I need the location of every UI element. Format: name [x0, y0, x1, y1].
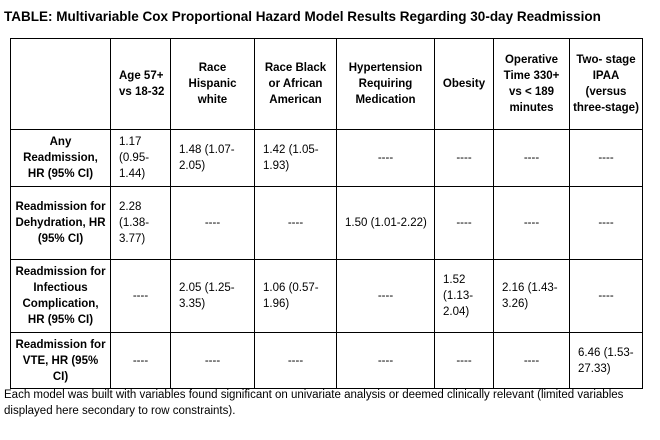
table-cell: ---- — [570, 130, 643, 187]
table-cell: ---- — [337, 260, 435, 333]
table-cell: ---- — [171, 333, 255, 389]
table-cell: 1.42 (1.05-1.93) — [255, 130, 337, 187]
column-header-race-black: Race Black or African American — [255, 39, 337, 130]
table-cell: 2.28 (1.38-3.77) — [111, 187, 171, 260]
column-header-blank — [11, 39, 111, 130]
table-cell: ---- — [435, 130, 494, 187]
table-cell: ---- — [337, 333, 435, 389]
table-cell: 1.50 (1.01-2.22) — [337, 187, 435, 260]
row-label: Readmission for VTE, HR (95% CI) — [11, 333, 111, 389]
table-row — [11, 130, 643, 187]
column-header-two-stage-ipaa: Two- stage IPAA (versus three-stage) — [570, 39, 643, 130]
header-row — [11, 39, 643, 130]
table-cell: 1.48 (1.07-2.05) — [171, 130, 255, 187]
table-cell: 1.52 (1.13-2.04) — [435, 260, 494, 333]
table-cell: ---- — [337, 130, 435, 187]
table-title: TABLE: Multivariable Cox Proportional Hazard Model Results Regarding 30-day Readmission — [4, 9, 601, 24]
column-header-obesity: Obesity — [435, 39, 494, 130]
table-cell: ---- — [171, 187, 255, 260]
row-label: Any Readmission, HR (95% CI) — [11, 130, 111, 187]
table-cell: 2.05 (1.25-3.35) — [171, 260, 255, 333]
table-cell: ---- — [111, 260, 171, 333]
table-row — [11, 260, 643, 333]
table-cell: 6.46 (1.53-27.33) — [570, 333, 643, 389]
table-cell: 2.16 (1.43-3.26) — [494, 260, 570, 333]
table-cell: ---- — [255, 187, 337, 260]
table-cell: 1.17 (0.95-1.44) — [111, 130, 171, 187]
table-footnote: Each model was built with variables found significant on univariate analysis or deemed clinically relevant (limited variables displayed here secondary to row constraints). — [4, 389, 624, 417]
row-label: Readmission for Dehydration, HR (95% CI) — [11, 187, 111, 260]
column-header-hypertension: Hypertension Requiring Medication — [337, 39, 435, 130]
table-cell: ---- — [111, 333, 171, 389]
hazard-ratio-table — [10, 38, 643, 389]
table-cell: 1.06 (0.57-1.96) — [255, 260, 337, 333]
table-cell: ---- — [570, 187, 643, 260]
table-row — [11, 187, 643, 260]
table-row — [11, 333, 643, 389]
row-label: Readmission for Infectious Complication, HR (95% CI) — [11, 260, 111, 333]
column-header-operative-time: Operative Time 330+ vs < 189 minutes — [494, 39, 570, 130]
table-cell: ---- — [494, 187, 570, 260]
table-cell: ---- — [494, 130, 570, 187]
table-cell: ---- — [435, 187, 494, 260]
column-header-race-hispanic: Race Hispanic white — [171, 39, 255, 130]
table-cell: ---- — [570, 260, 643, 333]
table-cell: ---- — [255, 333, 337, 389]
table-cell: ---- — [435, 333, 494, 389]
table-cell: ---- — [494, 333, 570, 389]
column-header-age: Age 57+ vs 18-32 — [111, 39, 171, 130]
